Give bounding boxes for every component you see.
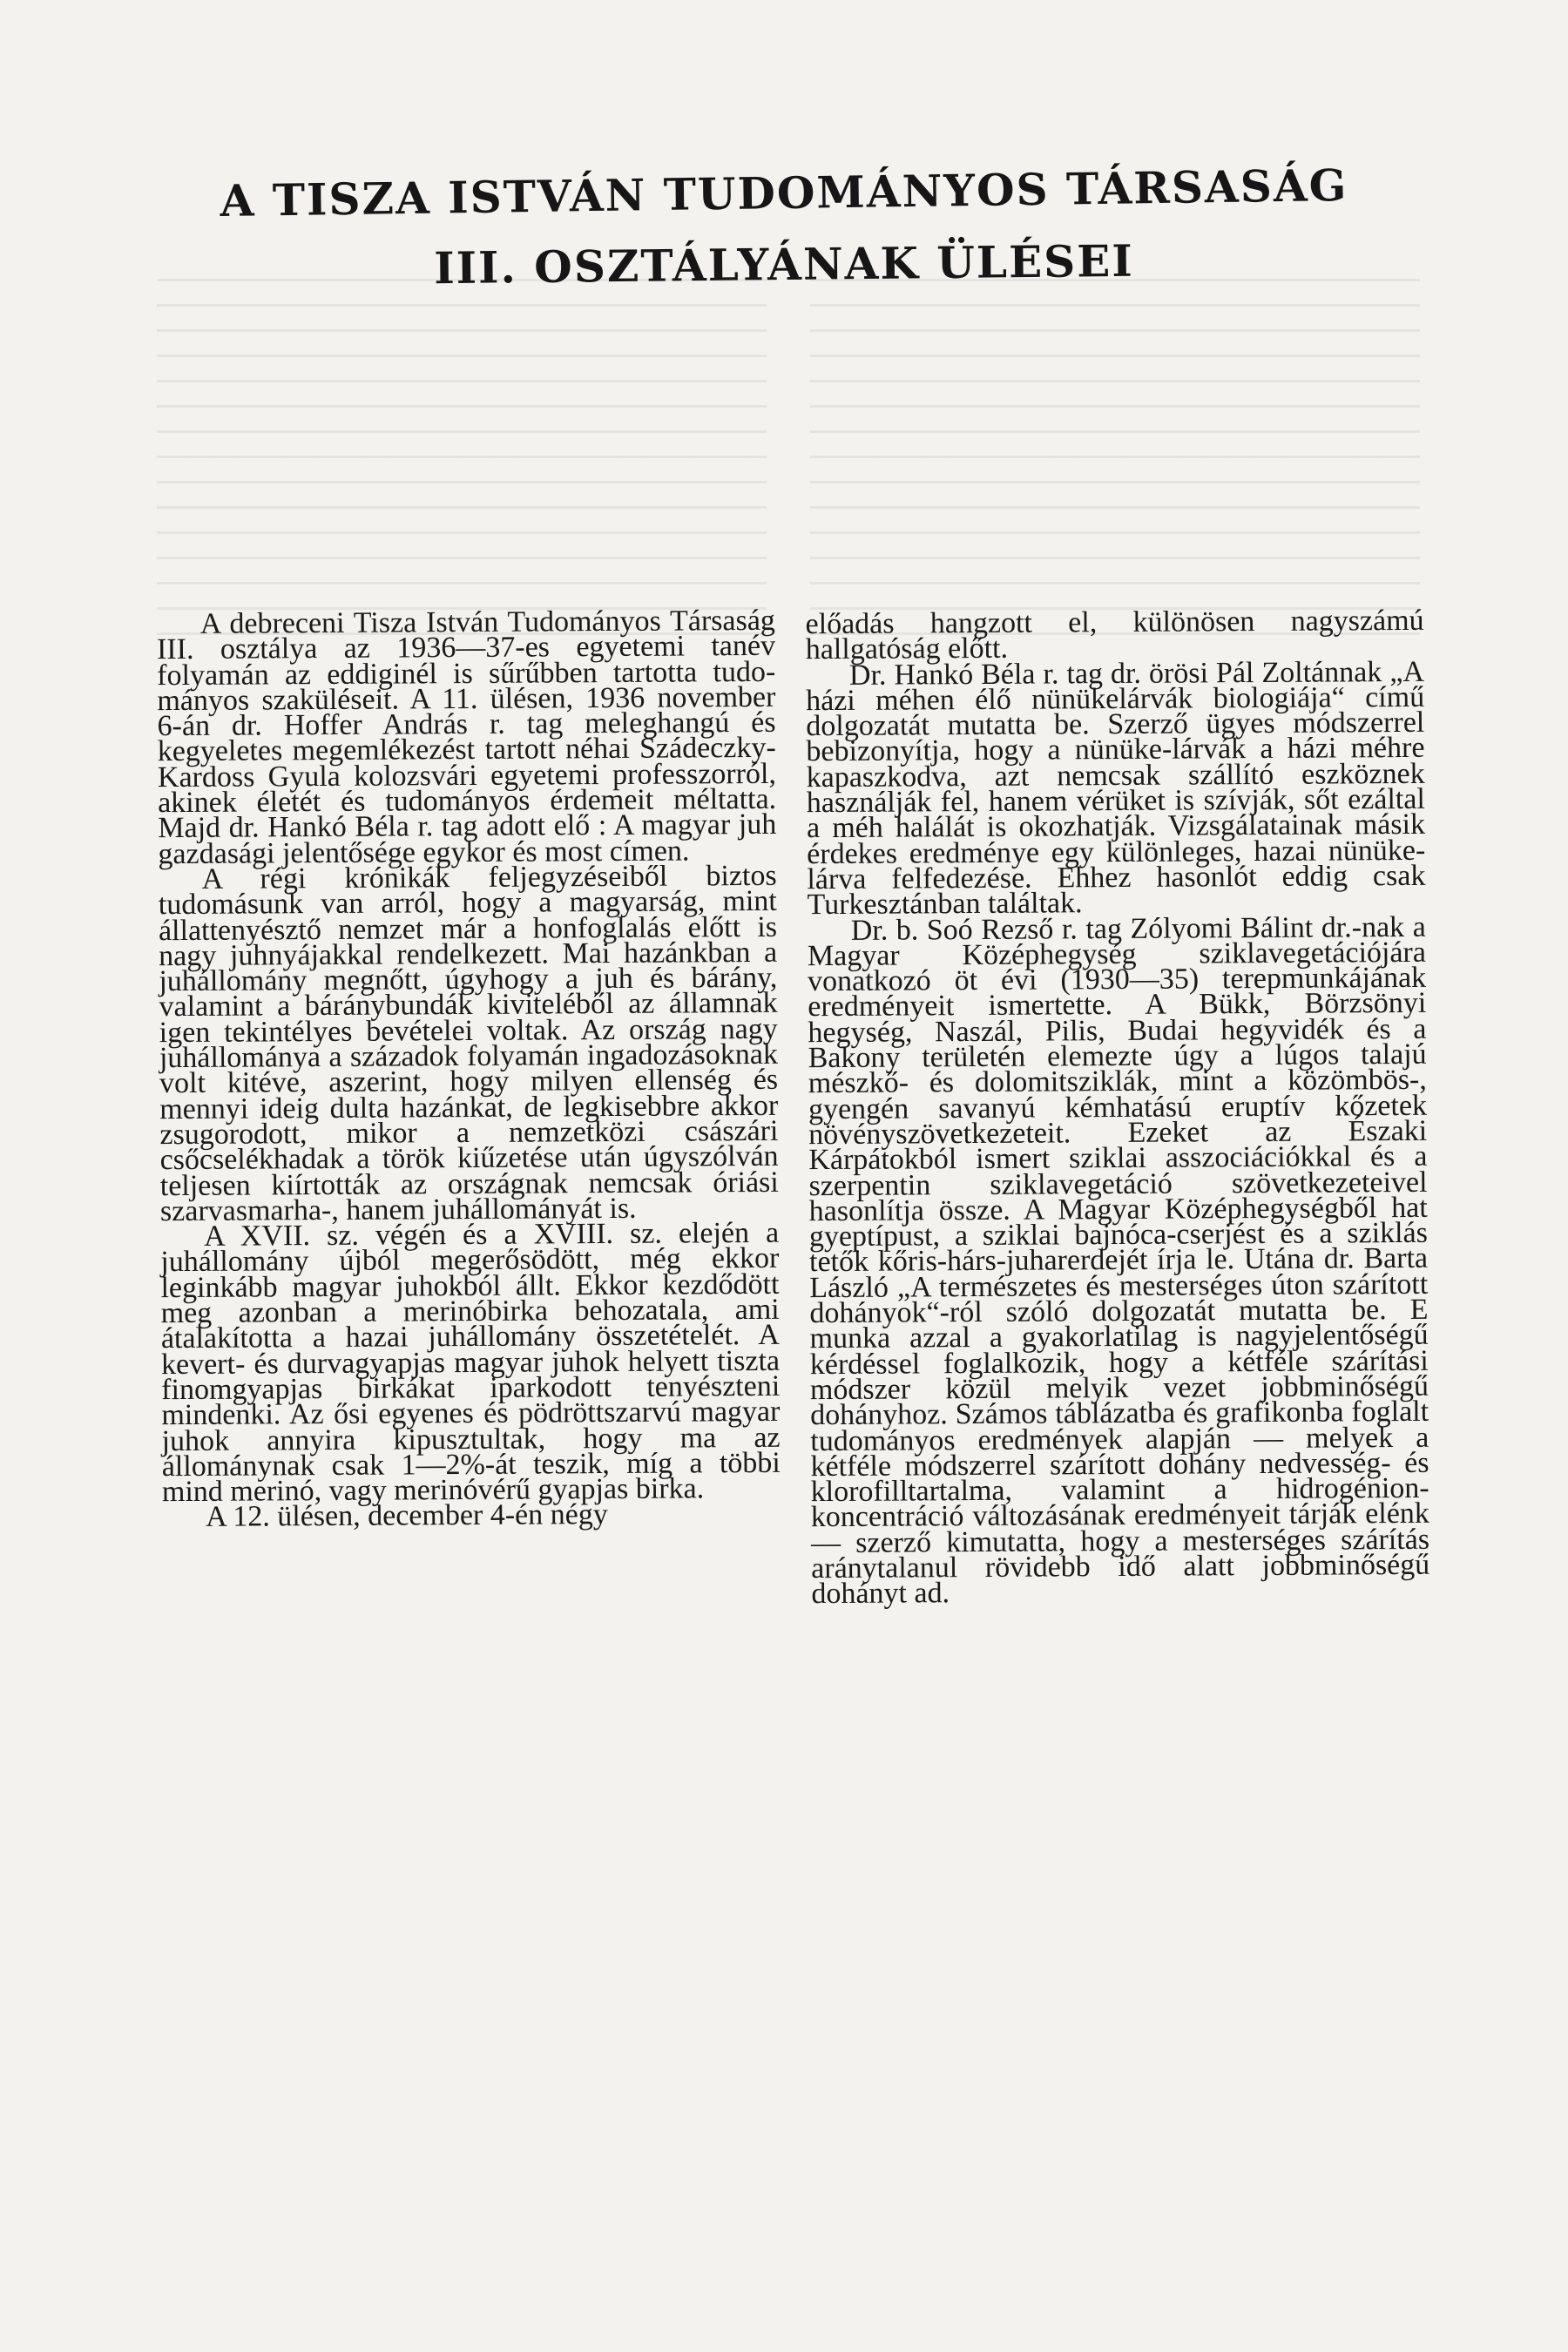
left-paragraph-4: A 12. ülésen, december 4-én négy (206, 1498, 608, 1534)
right-paragraph-2: Dr. Hankó Béla r. tag dr. örösi Pál Zoltánnak „A házi méhen élő nünükelárvák biologiája“ című dolgozatát mutatta be. Szerző ügyes módszerrel bebizonyítja, hogy a nünüke-lárvák a házi méhre kapaszkodva, azt nemcsak szállító eszköznek használják fel, hanem vérüket is szívják, sőt ezáltal a méh halálát is okozhatják. Vizsgálatainak másik érdekes eredménye egy különleges, hazai nünükelárva felfedezése. Ehhez hasonlót eddig csak Turkesztánban találtak. (806, 655, 1426, 922)
left-paragraph-3: A XVII. sz. végén és a XVIII. sz. elején a juhállomány újból megerősödött, még ekkor leginkább magyar juhokból állt. Ekkor kezdődött meg azonban a merinóbirka behozatala, ami átalakította a hazai juhállomány összetételét. A kevert- és durvagyapjas magyar juhok helyett tiszta finomgyapjas birkákat iparkodott tenyészteni mindenki. Az ősi egyenes és pödröttszarvú magyar juhok annyira kipusztultak, hogy ma az állománynak csak 1—2%-át teszik, míg a többi mind merinó, vagy merinóvérű gyapjas birka. (160, 1216, 781, 1509)
bleed-through-texture (157, 279, 767, 645)
left-paragraph-2: A régi krónikák feljegyzéseiből biztos tudomásunk van arról, hogy a magyarság, mint állattenyésztő nemzet már a honfoglalás előtt is nagy juhnyájakkal rendelkezett. Mai hazánkban a juhállomány megnőtt, úgyhogy a juh és bárány, valamint a báránybundák kiviteléből az államnak igen tekintélyes bevételei voltak. Az ország nagy juhállománya a századok folyamán ingadozásoknak volt kitéve, aszerint, hogy milyen ellenség és mennyi ideig dulta hazánkat, de legkisebbre akkor zsugorodott, mikor a nemzetközi császári csőcselékhadak a török kiűzetése után úgyszólván teljesen kiírtották az országnak nemcsak óriási szarvasmarha-, hanem juhállományát is. (158, 859, 779, 1227)
page-title-line-1: A TISZA ISTVÁN TUDOMÁNYOS TÁRSASÁG (220, 159, 1348, 226)
left-paragraph-1: A debreceni Tisza István Tudományos Társaság III. osztálya az 1936—37-es egyetemi tanév folyamán az eddiginél is sűrűbben tartotta tudományos szaküléseit. A 11. ülésen, 1936 november 6-án dr. Hoffer András r. tag meleghangú és kegyeletes megemlékezést tartott néhai Szádeczky-Kardoss Gyula kolozsvári egyetemi professzorról, akinek életét és tudományos érdemeit méltatta. Majd dr. Hankó Béla r. tag adott elő : A magyar juh gazdasági jelentősége egykor és most címen. (156, 604, 777, 870)
right-paragraph-3: Dr. b. Soó Rezső r. tag Zólyomi Bálint dr.-nak a Magyar Középhegység sziklavegetációjára vonatkozó öt évi (1930—35) terepmunkájának eredményeit ismertette. A Bükk, Börzsönyi hegység, Naszál, Pilis, Budai hegyvidék és a Bakony területén elemezte úgy a lúgos talajú mészkő- és dolomitsziklák, mint a közömbös-, gyengén savanyú kémhatású eruptív kőzetek növényszövetkezeteit. Ezeket az Északi Kárpátokból ismert sziklai asszociációkkal és a szerpentin sziklavegetáció szövetkezeteivel hasonlítja össze. A Magyar Középhegységből hat gyeptípust, a sziklai bajnóca-cserjést és a sziklás tetők kőris-hárs-juharerdejét írja le. Utána dr. Barta László „A természetes és mesterséges úton szárított dohányok“-ról szóló dolgozatát mutatta be. E munka azzal a gyakorlatilag is nagyjelentőségű kérdéssel foglalkozik, hogy a kétféle szárítási módszer közül melyik vezet jobbminőségű dohányhoz. Számos táblázatba és grafikonba foglalt tudományos eredmények alapján — melyek a kétféle módszerrel szárított dohány nedvesség- és klorofilltartalma, valamint a hidrogénionkoncentráció változásának eredményeit tárják elénk — szerző kimutatta, hogy a mesterséges szárítás aránytalanul rövidebb idő alatt jobbminőségű dohányt ad. (807, 910, 1430, 1611)
left-column (156, 604, 781, 1534)
right-paragraph-1: előadás hangzott el, különösen nagyszámú hallgatóság előtt. (805, 604, 1424, 666)
right-column (805, 604, 1430, 1611)
page-title-line-2: III. OSZTÁLYÁNAK ÜLÉSEI (433, 234, 1135, 294)
bleed-through-texture (810, 279, 1420, 645)
